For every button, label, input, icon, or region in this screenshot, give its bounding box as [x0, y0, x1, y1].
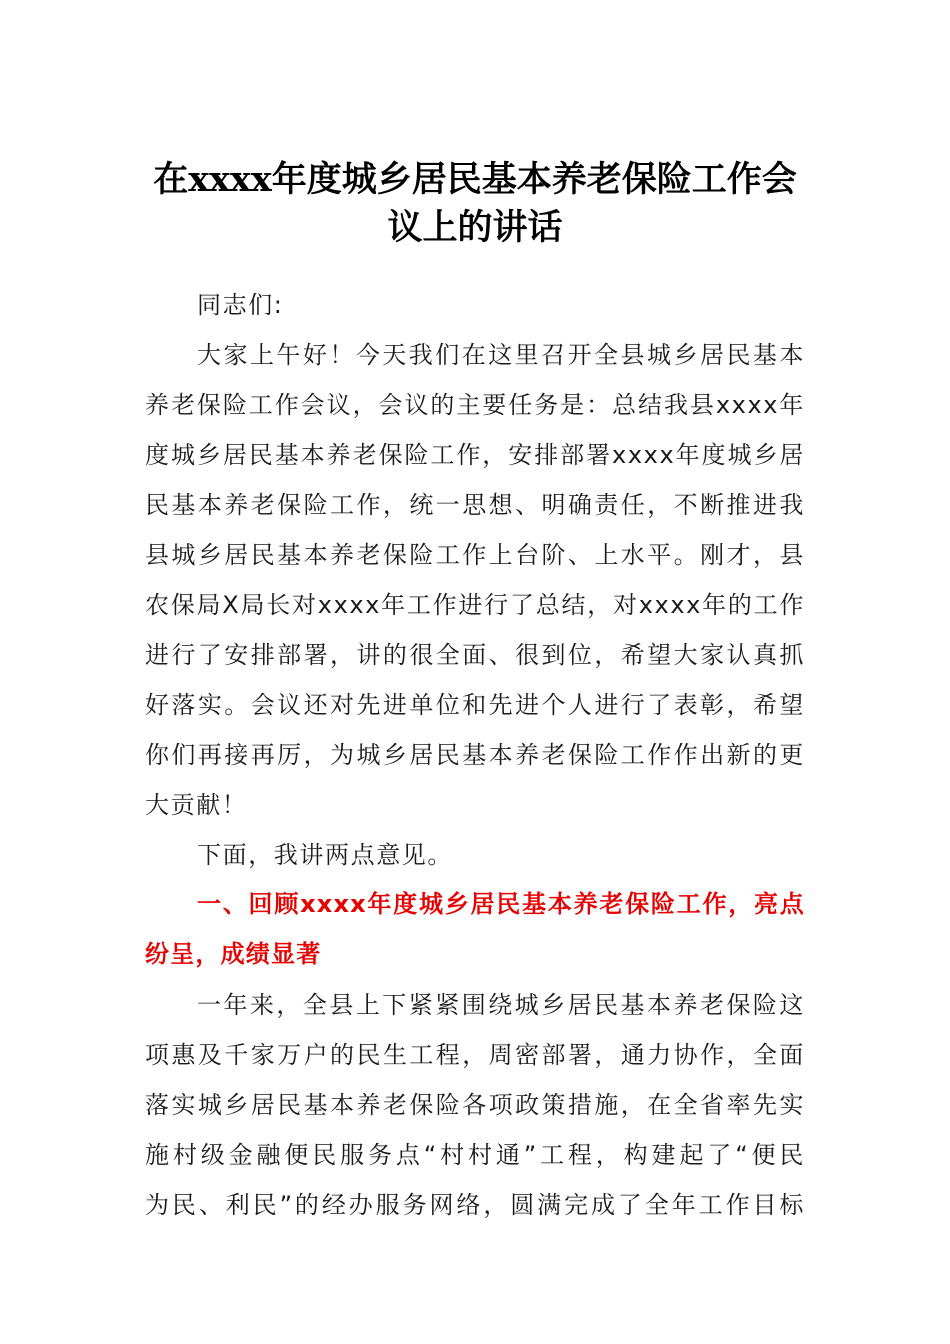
paragraph-1-line: 县城乡居民基本养老保险工作上台阶、上水平。刚才，县: [145, 541, 805, 569]
paragraph-3-line: 落实城乡居民基本养老保险各项政策措施，在全省率先实: [145, 1091, 805, 1119]
paragraph-2: 下面，我讲两点意见。: [197, 841, 453, 869]
paragraph-1-line: 度城乡居民基本养老保险工作，安排部署xxxx年度城乡居: [145, 441, 805, 469]
section-1-heading-line-2: 纷呈，成绩显著: [145, 940, 322, 968]
paragraph-3-line: 施村级金融便民服务点“村村通”工程，构建起了“便民: [145, 1141, 805, 1169]
paragraph-1-line: 大家上午好！今天我们在这里召开全县城乡居民基本: [197, 341, 805, 369]
salutation: 同志们:: [197, 291, 284, 319]
section-1-heading-line-1: 一、回顾xxxx年度城乡居民基本养老保险工作，亮点: [197, 890, 805, 918]
paragraph-1-line: 大贡献！: [145, 791, 248, 819]
paragraph-1-line: 养老保险工作会议，会议的主要任务是：总结我县xxxx年: [145, 391, 805, 419]
paragraph-1-line: 你们再接再厉，为城乡居民基本养老保险工作作出新的更: [145, 741, 805, 769]
document-title-line-2: 议上的讲话: [387, 207, 563, 248]
paragraph-1-line: 农保局X局长对xxxx年工作进行了总结，对xxxx年的工作: [145, 591, 805, 619]
paragraph-1-line: 民基本养老保险工作，统一思想、明确责任，不断推进我: [145, 491, 805, 519]
paragraph-3-line: 为民、利民”的经办服务网络，圆满完成了全年工作目标: [145, 1191, 805, 1219]
paragraph-3-line: 一年来，全县上下紧紧围绕城乡居民基本养老保险这: [197, 991, 805, 1019]
document-title-line-1: 在xxxx年度城乡居民基本养老保险工作会: [153, 159, 797, 200]
paragraph-3-line: 项惠及千家万户的民生工程，周密部署，通力协作，全面: [145, 1041, 805, 1069]
paragraph-1-line: 进行了安排部署，讲的很全面、很到位，希望大家认真抓: [145, 641, 805, 669]
paragraph-1-line: 好落实。会议还对先进单位和先进个人进行了表彰，希望: [145, 691, 805, 719]
